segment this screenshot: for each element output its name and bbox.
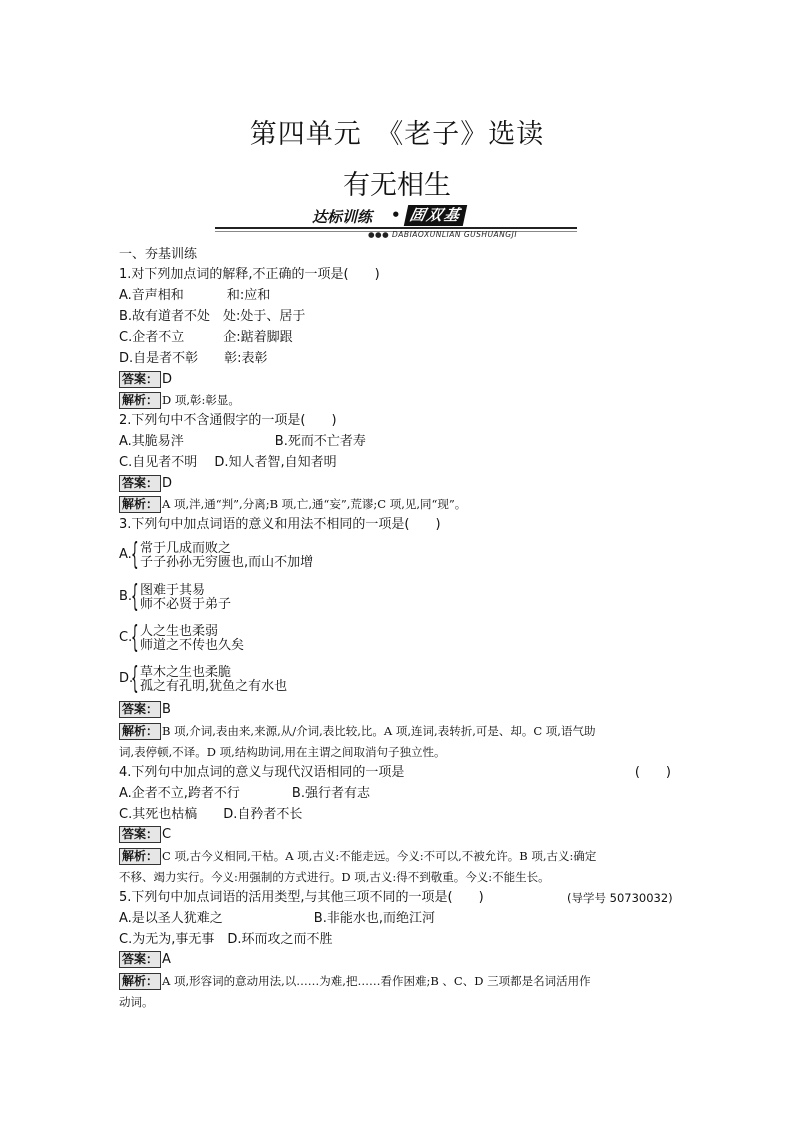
explain-tag: 解析： <box>119 723 161 740</box>
q1-answer <box>119 371 172 389</box>
q5-options-ab: A.是以圣人犹难之 B.非能水也,而绝江河 <box>119 911 435 926</box>
banner-dot: • <box>391 206 401 224</box>
q1-option-b: B.故有道者不处 处:处于、居于 <box>119 309 306 324</box>
answer-tag: 答案： <box>119 475 161 492</box>
q3-explanation-line1 <box>119 722 595 741</box>
q1-answer-value: D <box>162 372 173 387</box>
brace-icon: { <box>131 661 139 696</box>
q3-d-line2: 孤之有孔明,犹鱼之有水也 <box>140 679 288 694</box>
q2-options-cd: C.自见者不明 D.知人者智,自知者明 <box>119 455 337 470</box>
q2-options-ab: A.其脆易泮 B.死而不亡者寿 <box>119 434 366 449</box>
q2-answer <box>119 475 172 493</box>
q3-stem: 3.下列句中加点词语的意义和用法不相同的一项是( ) <box>119 517 441 532</box>
q5-stem <box>119 889 675 907</box>
q4-explain-text-2: 不移、竭力实行。今义:用强制的方式进行。D 项,古义:得不到敬重。今义:不能生长。 <box>119 870 550 884</box>
brace-icon: { <box>131 579 139 614</box>
q4-explanation-line2 <box>119 868 550 887</box>
q2-explanation <box>119 495 466 514</box>
q4-explanation-line1 <box>119 847 596 866</box>
brace-icon: { <box>131 537 139 572</box>
q4-explain-text-1: C 项,古今义相同,干枯。A 项,古义:不能走远。今义:不可以,不被允许。B 项,古义:确定 <box>162 849 597 863</box>
q3-answer-value: B <box>162 702 171 717</box>
q3-c-line1: 人之生也柔弱 <box>140 624 219 639</box>
q1-stem: 1.对下列加点词的解释,不正确的一项是( ) <box>119 267 380 282</box>
q4-options-cd: C.其死也枯槁 D.自矜者不长 <box>119 807 303 822</box>
exercise-banner <box>215 203 577 243</box>
q5-explanation-line2 <box>119 993 154 1012</box>
q3-c-line2: 师道之不传也久矣 <box>140 638 245 653</box>
explain-tag: 解析： <box>119 848 161 865</box>
q5-answer-value: A <box>162 952 171 967</box>
q5-explanation-line1 <box>119 972 591 991</box>
explain-tag: 解析： <box>119 496 161 513</box>
q5-answer <box>119 951 171 969</box>
answer-tag: 答案： <box>119 701 161 718</box>
q4-answer <box>119 826 171 844</box>
banner-boxed-label: 固双基 <box>404 205 467 226</box>
q2-answer-value: D <box>162 476 173 491</box>
option-letter: A. <box>119 547 132 562</box>
q5-stem-text: 5.下列句中加点词语的活用类型,与其他三项不同的一项是( ) <box>119 890 484 905</box>
q3-explanation-line2 <box>119 743 446 762</box>
unit-title: 第四单元 《老子》选读 <box>249 119 545 150</box>
q3-b-line1: 图难于其易 <box>140 583 206 598</box>
explain-tag: 解析： <box>119 973 161 990</box>
q3-answer <box>119 701 171 719</box>
q1-option-d: D.自是者不彰 彰:表彰 <box>119 351 268 366</box>
q4-answer-value: C <box>162 827 172 842</box>
q1-explanation <box>119 391 240 410</box>
brace-icon: { <box>131 620 139 655</box>
q4-stem <box>119 764 675 782</box>
banner-subtitle: ●●● DABIAOXUNLIAN GUSHUANGJI <box>368 230 518 239</box>
answer-tag: 答案： <box>119 371 161 388</box>
q3-a-line2: 子子孙孙无穷匮也,而山不加增 <box>140 555 314 570</box>
option-letter: B. <box>119 589 133 604</box>
q2-stem: 2.下列句中不含通假字的一项是( ) <box>119 413 337 428</box>
q3-b-line2: 师不必贤于弟子 <box>140 597 232 612</box>
q3-a-line1: 常于几成而败之 <box>140 541 232 556</box>
q4-stem-text: 4.下列句中加点词的意义与现代汉语相同的一项是 <box>119 765 405 780</box>
lesson-title: 有无相生 <box>343 170 451 201</box>
section-heading: 一、夯基训练 <box>119 247 198 262</box>
q4-answer-blank: ( ) <box>634 765 671 780</box>
answer-tag: 答案： <box>119 826 161 843</box>
q5-explain-text-2: 动词。 <box>119 995 154 1009</box>
banner-rule <box>215 227 577 229</box>
q1-option-a: A.音声相和 和:应和 <box>119 288 271 303</box>
option-letter: C. <box>119 630 133 645</box>
q2-explain-text: A 项,泮,通“判”,分离;B 项,亡,通“妄”,荒谬;C 项,见,同“现”。 <box>162 497 467 511</box>
answer-tag: 答案： <box>119 951 161 968</box>
q3-explain-text-1: B 项,介词,表由来,来源,从/介词,表比较,比。A 项,连词,表转折,可是、却。C 项,语气助 <box>162 724 596 738</box>
banner-label: 达标训练 <box>312 208 373 226</box>
q4-options-ab: A.企者不立,跨者不行 B.强行者有志 <box>119 786 370 801</box>
q5-options-cd: C.为无为,事无事 D.环而攻之而不胜 <box>119 932 333 947</box>
explain-tag: 解析： <box>119 392 161 409</box>
q1-option-c: C.企者不立 企:踮着脚跟 <box>119 330 293 345</box>
q5-guide-number: (导学号 50730032) <box>567 891 673 905</box>
q1-explain-text: D 项,彰:彰显。 <box>162 393 240 407</box>
option-letter: D. <box>119 671 134 686</box>
q5-explain-text-1: A 项,形容词的意动用法,以……为难,把……看作困难;B 、C、D 三项都是名词活用作 <box>162 974 591 988</box>
q3-d-line1: 草木之生也柔脆 <box>140 665 232 680</box>
q3-explain-text-2: 词,表停顿,不译。D 项,结构助词,用在主谓之间取消句子独立性。 <box>119 745 446 759</box>
